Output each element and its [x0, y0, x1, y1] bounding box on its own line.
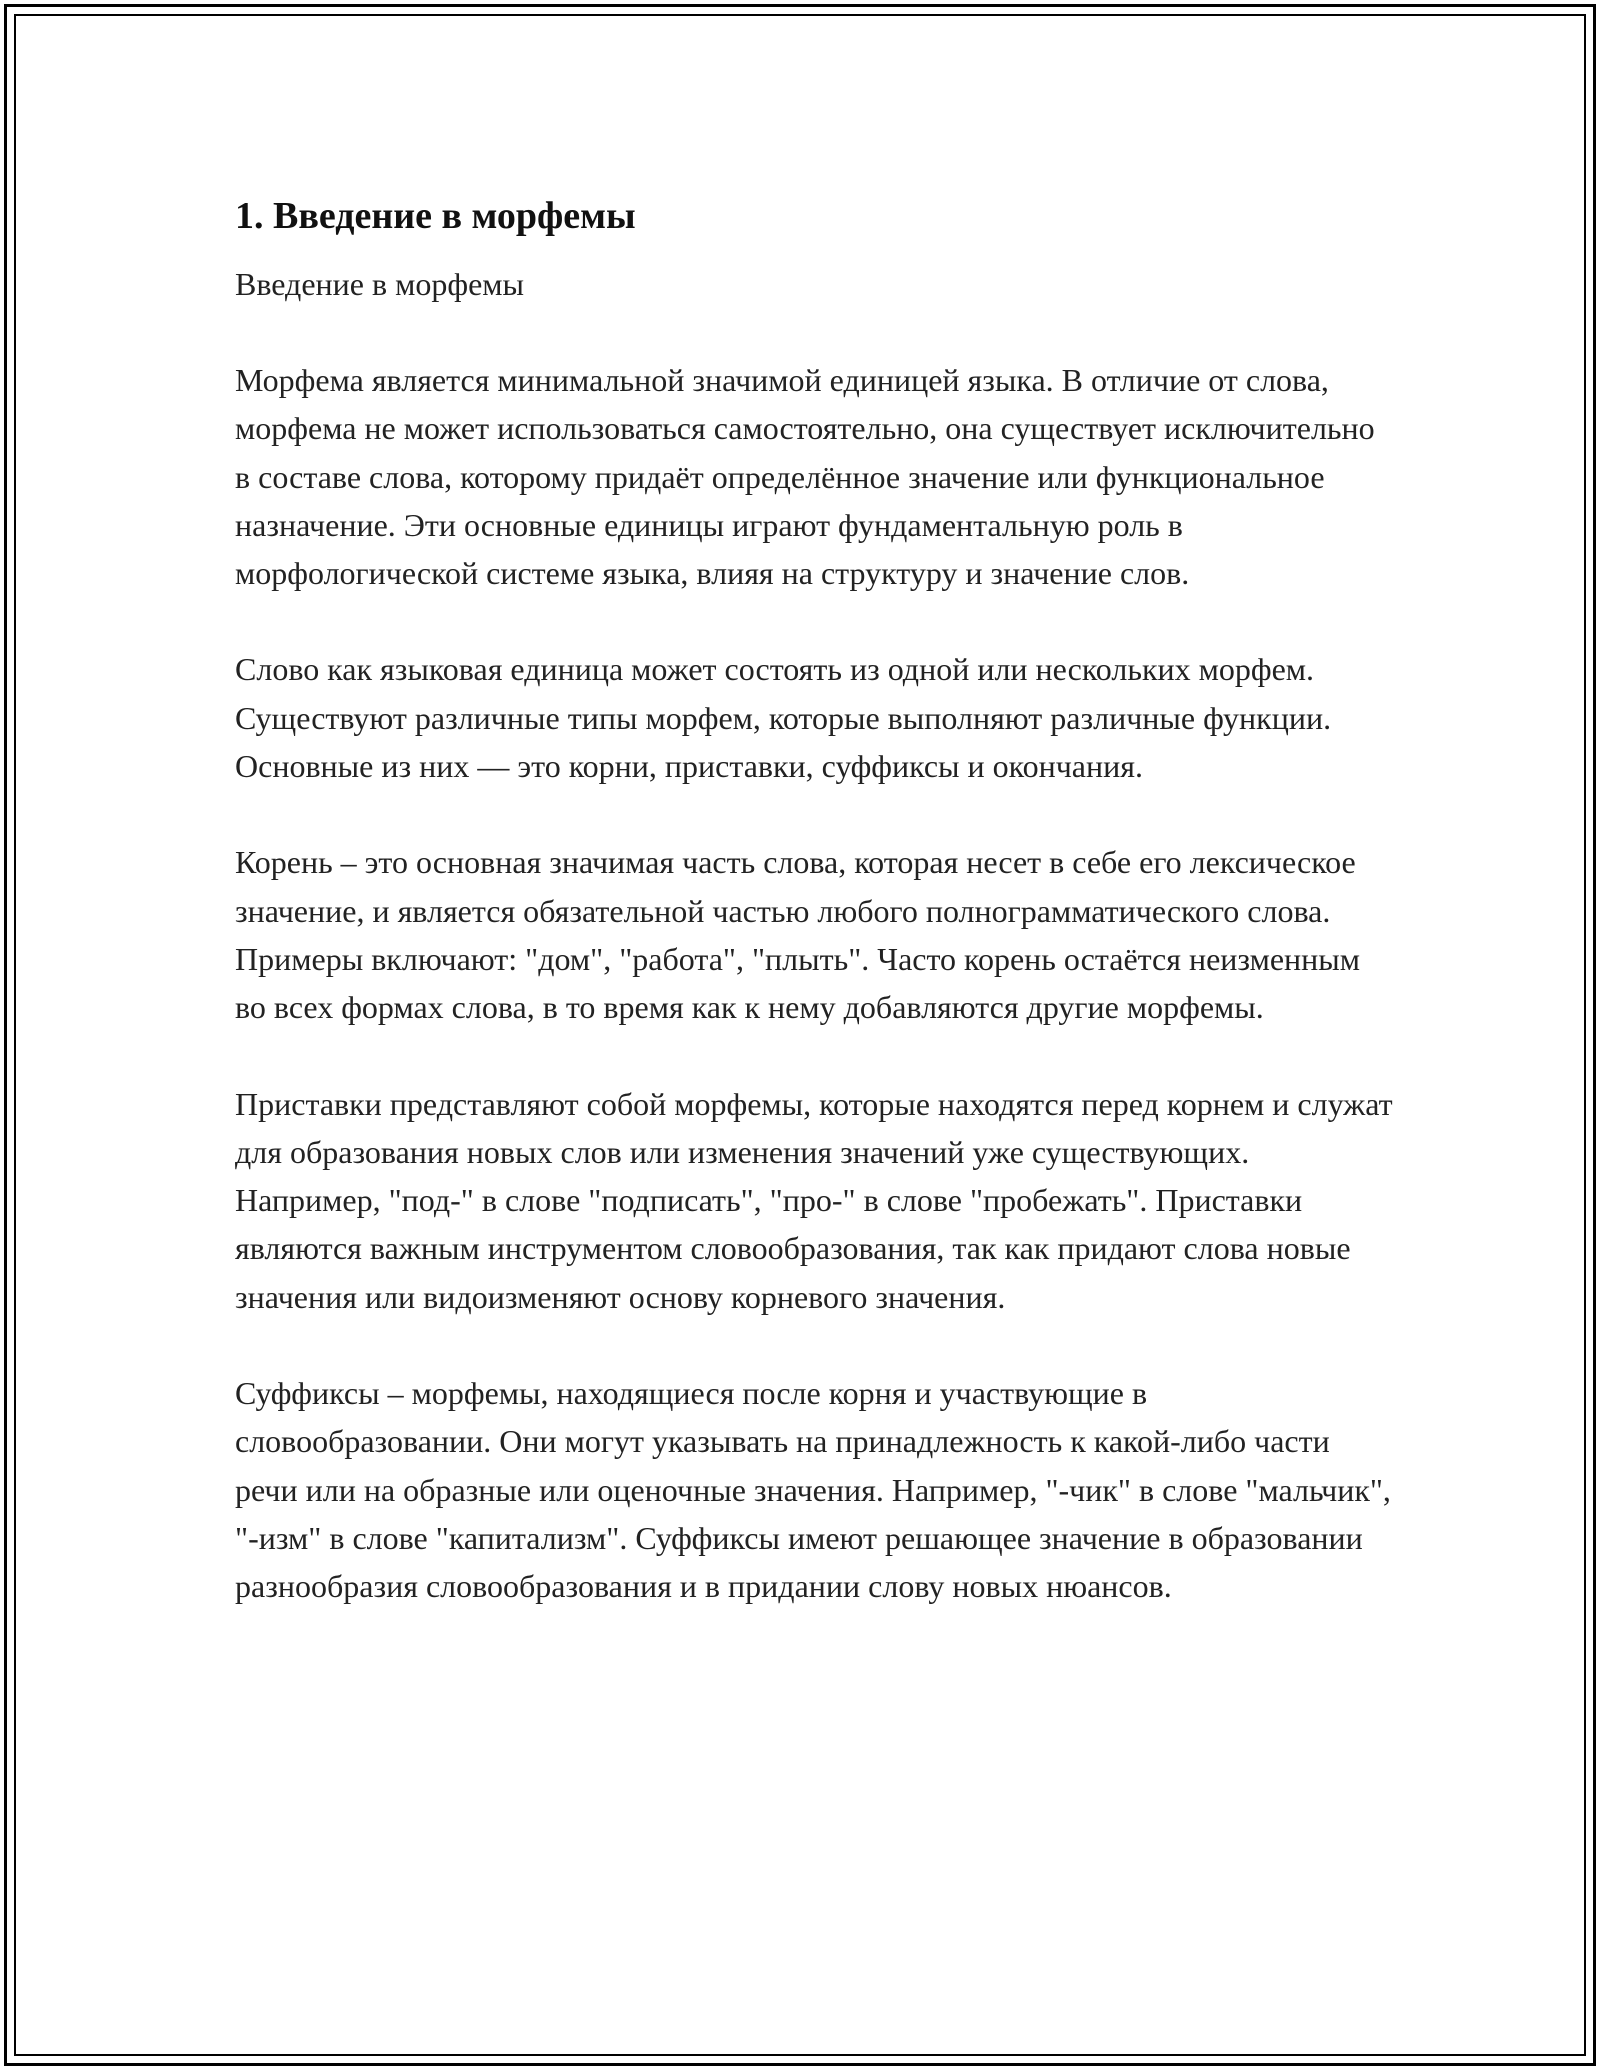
- paragraph-morpheme-types: Слово как языковая единица может состоять из одной или нескольких морфем. Существуют различные типы морфем, которые выполняют различные функции. Основные из них — это корни, приставки, суффиксы и окончания.: [235, 651, 1332, 785]
- paragraph-root: Корень – это основная значимая часть слова, которая несет в себе его лексическое значение, и является обязательной частью любого полнограмматического слова. Примеры включают: "дом", "работа", "плыть". Часто корень остаётся неизменным во всех формах слова, в то время как к нему добавляются другие морфемы.: [235, 844, 1361, 1026]
- paragraph-prefixes: Приставки представляют собой морфемы, которые находятся перед корнем и служат для образования новых слов или изменения значений уже существующих. Например, "под-" в слове "подписать", "про-" в слове "пробежать". Приставки являются важным инструментом словообразования, так как придают слова новые значения или видоизменяют основу корневого значения.: [235, 1085, 1393, 1315]
- paragraph-suffixes: Суффиксы – морфемы, находящиеся после корня и участвующие в словообразовании. Они могут указывать на принадлежность к какой-либо части речи или на образные или оценочные значения. Например, "-чик" в слове "мальчик", "-изм" в слове "капитализм". Суффиксы имеют решающее значение в образовании разнообразия словообразования и в придании слову новых нюансов.: [235, 1375, 1391, 1605]
- paragraph-morpheme-definition: Морфема является минимальной значимой единицей языка. В отличие от слова, морфема не может использоваться самостоятельно, она существует исключительно в составе слова, которому придаёт определённое значение или функциональное назначение. Эти основные единицы играют фундаментальную роль в морфологической системе языка, влияя на структуру и значение слов.: [235, 362, 1375, 592]
- section-subtitle: Введение в морфемы: [235, 266, 525, 302]
- document-body: [235, 188, 1395, 1611]
- section-title: 1. Введение в морфемы: [235, 195, 636, 237]
